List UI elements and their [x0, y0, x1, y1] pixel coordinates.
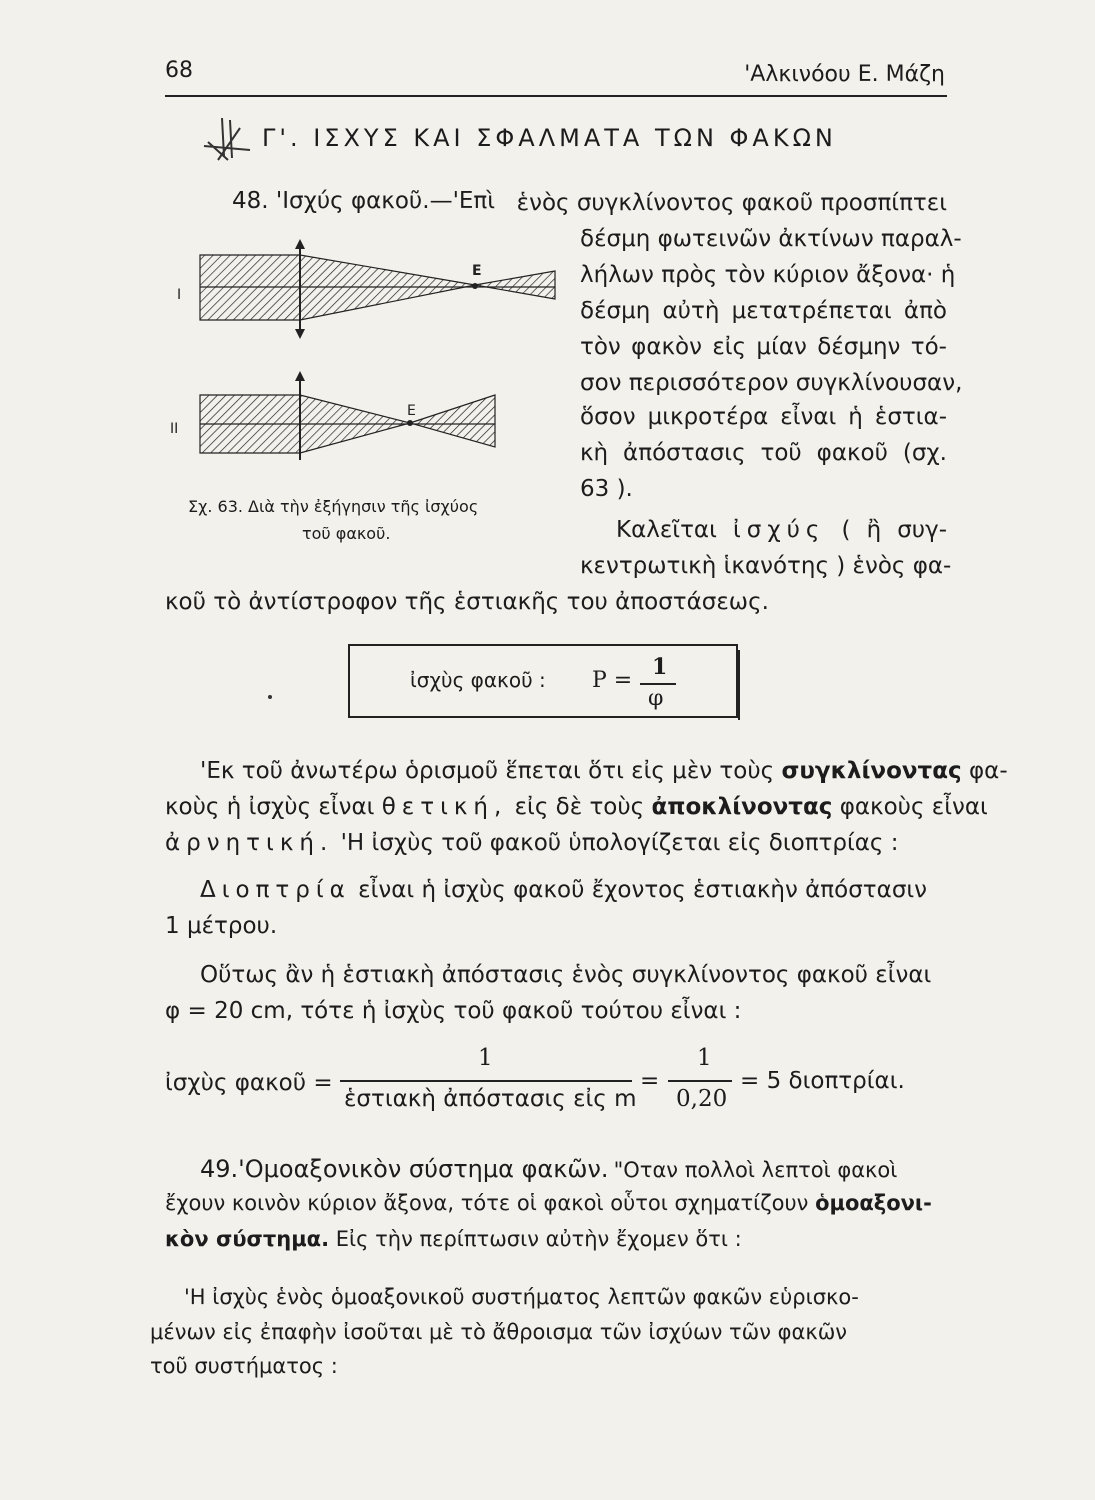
- formula2-result: = 5 διοπτρίαι.: [740, 1068, 905, 1094]
- col-line-6: ὅσον μικροτέρα εἶναι ἡ ἑστια-: [580, 404, 947, 430]
- art48-dash: —'Επὶ: [429, 188, 496, 214]
- col-line-8: 63 ).: [580, 476, 633, 502]
- col-line-5: σον περισσότερον συγκλίνουσαν,: [580, 370, 963, 396]
- definition-line-2: κεντρωτικὴ ἱκανότης ) ἑνὸς φα-: [580, 553, 952, 579]
- formula2-fraction-bar-1: [340, 1080, 632, 1082]
- formula1-fraction-bar: [640, 683, 676, 685]
- formula2-num2: 1: [697, 1045, 712, 1071]
- def-prefix: Καλεῖται: [616, 517, 717, 543]
- art49-line-3: [165, 1227, 742, 1251]
- formula2-lhs: ἰσχὺς φακοῦ =: [165, 1070, 333, 1096]
- para2-line2-b: εἰς δὲ τοὺς: [514, 794, 645, 820]
- para2-line3-rest: 'Η ἰσχὺς τοῦ φακοῦ ὑπολογίζεται εἰς διοπτρίας :: [340, 830, 899, 856]
- lens-i-bottom-arrow: [295, 329, 305, 339]
- art49-line-1: [200, 1155, 897, 1183]
- label-i: I: [177, 287, 182, 303]
- focus-label-i: E: [472, 263, 482, 279]
- formula1-lhs: P =: [592, 668, 633, 693]
- para3-line1-rest: εἶναι ἡ ἰσχὺς φακοῦ ἔχοντος ἑστιακὴν ἀπόστασιν: [358, 877, 928, 903]
- formula1-numerator: 1: [652, 654, 668, 680]
- para2-line3-spaced: ἀρνητική.: [165, 830, 334, 856]
- art49-line-6: τοῦ συστήματος :: [150, 1354, 338, 1378]
- para3-term: Διοπτρία: [200, 877, 351, 903]
- stray-dot: [268, 695, 272, 699]
- art49-heading: 49.'Ομοαξονικὸν σύστημα φακῶν.: [200, 1155, 609, 1183]
- running-head: 'Αλκινόου Ε. Μάζη: [744, 62, 945, 87]
- def-rest1: ( ἢ συγ-: [841, 517, 948, 543]
- focus-point-ii: [407, 420, 413, 426]
- lens-ii-top-arrow: [295, 371, 305, 381]
- para2-line2-spaced: θετική,: [381, 794, 508, 820]
- art49-line-5: μένων εἰς ἐπαφὴν ἰσοῦται μὲ τὸ ἄθροισμα τῶν ἰσχύων τῶν φακῶν: [150, 1320, 848, 1344]
- art49-line-4: 'Η ἰσχὺς ἑνὸς ὁμοαξονικοῦ συστήματος λεπτῶν φακῶν εὑρισκο-: [184, 1285, 859, 1309]
- para2-line2-a: κοὺς ἡ ἰσχὺς εἶναι: [165, 794, 375, 820]
- art49-line2-bold: ὁμοαξονι-: [815, 1191, 932, 1215]
- lens-i-top-arrow: [295, 239, 305, 249]
- section-title: Γ'. ΙΣΧΥΣ ΚΑΙ ΣΦΑΛΜΑΤΑ ΤΩΝ ΦΑΚΩΝ: [262, 124, 837, 152]
- diagram-ii: [170, 371, 495, 460]
- figure-caption-line-1: Σχ. 63. Διὰ τὴν ἐξήγησιν τῆς ἰσχύος: [188, 497, 479, 516]
- para2-line-3: [165, 830, 899, 856]
- col-line-4: τὸν φακὸν εἰς μίαν δέσμην τό-: [580, 334, 947, 360]
- para2-line1-end: φα-: [968, 758, 1008, 784]
- para3-line-1: [200, 877, 927, 903]
- col-line-7: κὴ ἀπόστασις τοῦ φακοῦ (σχ.: [580, 440, 947, 466]
- beam-ii-diverging: [410, 395, 495, 447]
- definition-line-1: [616, 517, 947, 543]
- formula2-fraction-bar-2: [668, 1080, 732, 1082]
- para3-line-2: 1 μέτρου.: [165, 913, 278, 939]
- formula2-den2: 0,20: [676, 1086, 728, 1112]
- col-line-3: δέσμη αὐτὴ μετατρέπεται ἀπὸ: [580, 298, 947, 324]
- def-term: ἰσχύς: [732, 517, 826, 543]
- art49-line-2: [165, 1191, 932, 1215]
- definition-line-3: κοῦ τὸ ἀντίστροφον τῆς ἑστιακῆς του ἀποστάσεως.: [165, 589, 769, 615]
- focus-label-ii: E: [407, 403, 416, 419]
- para2-line2-c: φακοὺς εἶναι: [839, 794, 988, 820]
- art48-heading-line: [232, 188, 495, 214]
- art48-line1-rest: ἑνὸς συγκλίνοντος φακοῦ προσπίπτει: [516, 190, 947, 216]
- para2-line1-start: 'Εκ τοῦ ἀνωτέρω ὁρισμοῦ ἕπεται ὅτι εἰς μὲν τοὺς: [200, 758, 775, 784]
- art48-heading: 48. 'Ισχύς φακοῦ.: [232, 188, 430, 214]
- pencil-mark-icon: [200, 116, 260, 166]
- col-line-2: λήλων πρὸς τὸν κύριον ἄξονα· ἡ: [580, 262, 956, 288]
- para4-line-2: φ = 20 cm, τότε ἡ ἰσχὺς τοῦ φακοῦ τούτου εἶναι :: [165, 998, 742, 1024]
- art49-line3-bold: κὸν σύστημα.: [165, 1227, 330, 1251]
- formula-box-side: [738, 650, 740, 720]
- art49-line2-a: ἔχουν κοινὸν κύριον ἄξονα, τότε οἱ φακοὶ οὗτοι σχηματίζουν: [165, 1191, 809, 1215]
- label-ii: II: [170, 421, 179, 437]
- para2-line-1: [200, 758, 1008, 784]
- formula2-den1: ἑστιακὴ ἀπόστασις εἰς m: [344, 1086, 637, 1112]
- focus-point-i: [472, 283, 478, 289]
- art49-line1-rest: "Οταν πολλοὶ λεπτοὶ φακοὶ: [613, 1158, 898, 1182]
- para2-line2-bold: ἀποκλίνοντας: [651, 794, 833, 820]
- formula2-num1: 1: [478, 1045, 493, 1071]
- para2-line-2: [165, 794, 988, 820]
- header-rule: [165, 95, 947, 97]
- col-line-1: δέσμη φωτεινῶν ἀκτίνων παραλ-: [580, 226, 962, 252]
- beam-i-diverging: [475, 271, 555, 299]
- formula1-label: ἰσχὺς φακοῦ :: [410, 668, 546, 692]
- para2-line1-bold: συγκλίνοντας: [781, 758, 962, 784]
- lens-figure: [165, 235, 565, 460]
- diagram-i: [177, 239, 555, 339]
- page-number: 68: [165, 58, 193, 83]
- formula2-eq: =: [640, 1068, 660, 1094]
- para4-line-1: Οὕτως ἂν ἡ ἑστιακὴ ἀπόστασις ἑνὸς συγκλίνοντος φακοῦ εἶναι: [200, 962, 932, 988]
- figure-caption-line-2: τοῦ φακοῦ.: [302, 524, 391, 543]
- art49-line3-rest: Εἰς τὴν περίπτωσιν αὐτὴν ἔχομεν ὅτι :: [335, 1227, 742, 1251]
- formula1-denominator: φ: [648, 686, 664, 711]
